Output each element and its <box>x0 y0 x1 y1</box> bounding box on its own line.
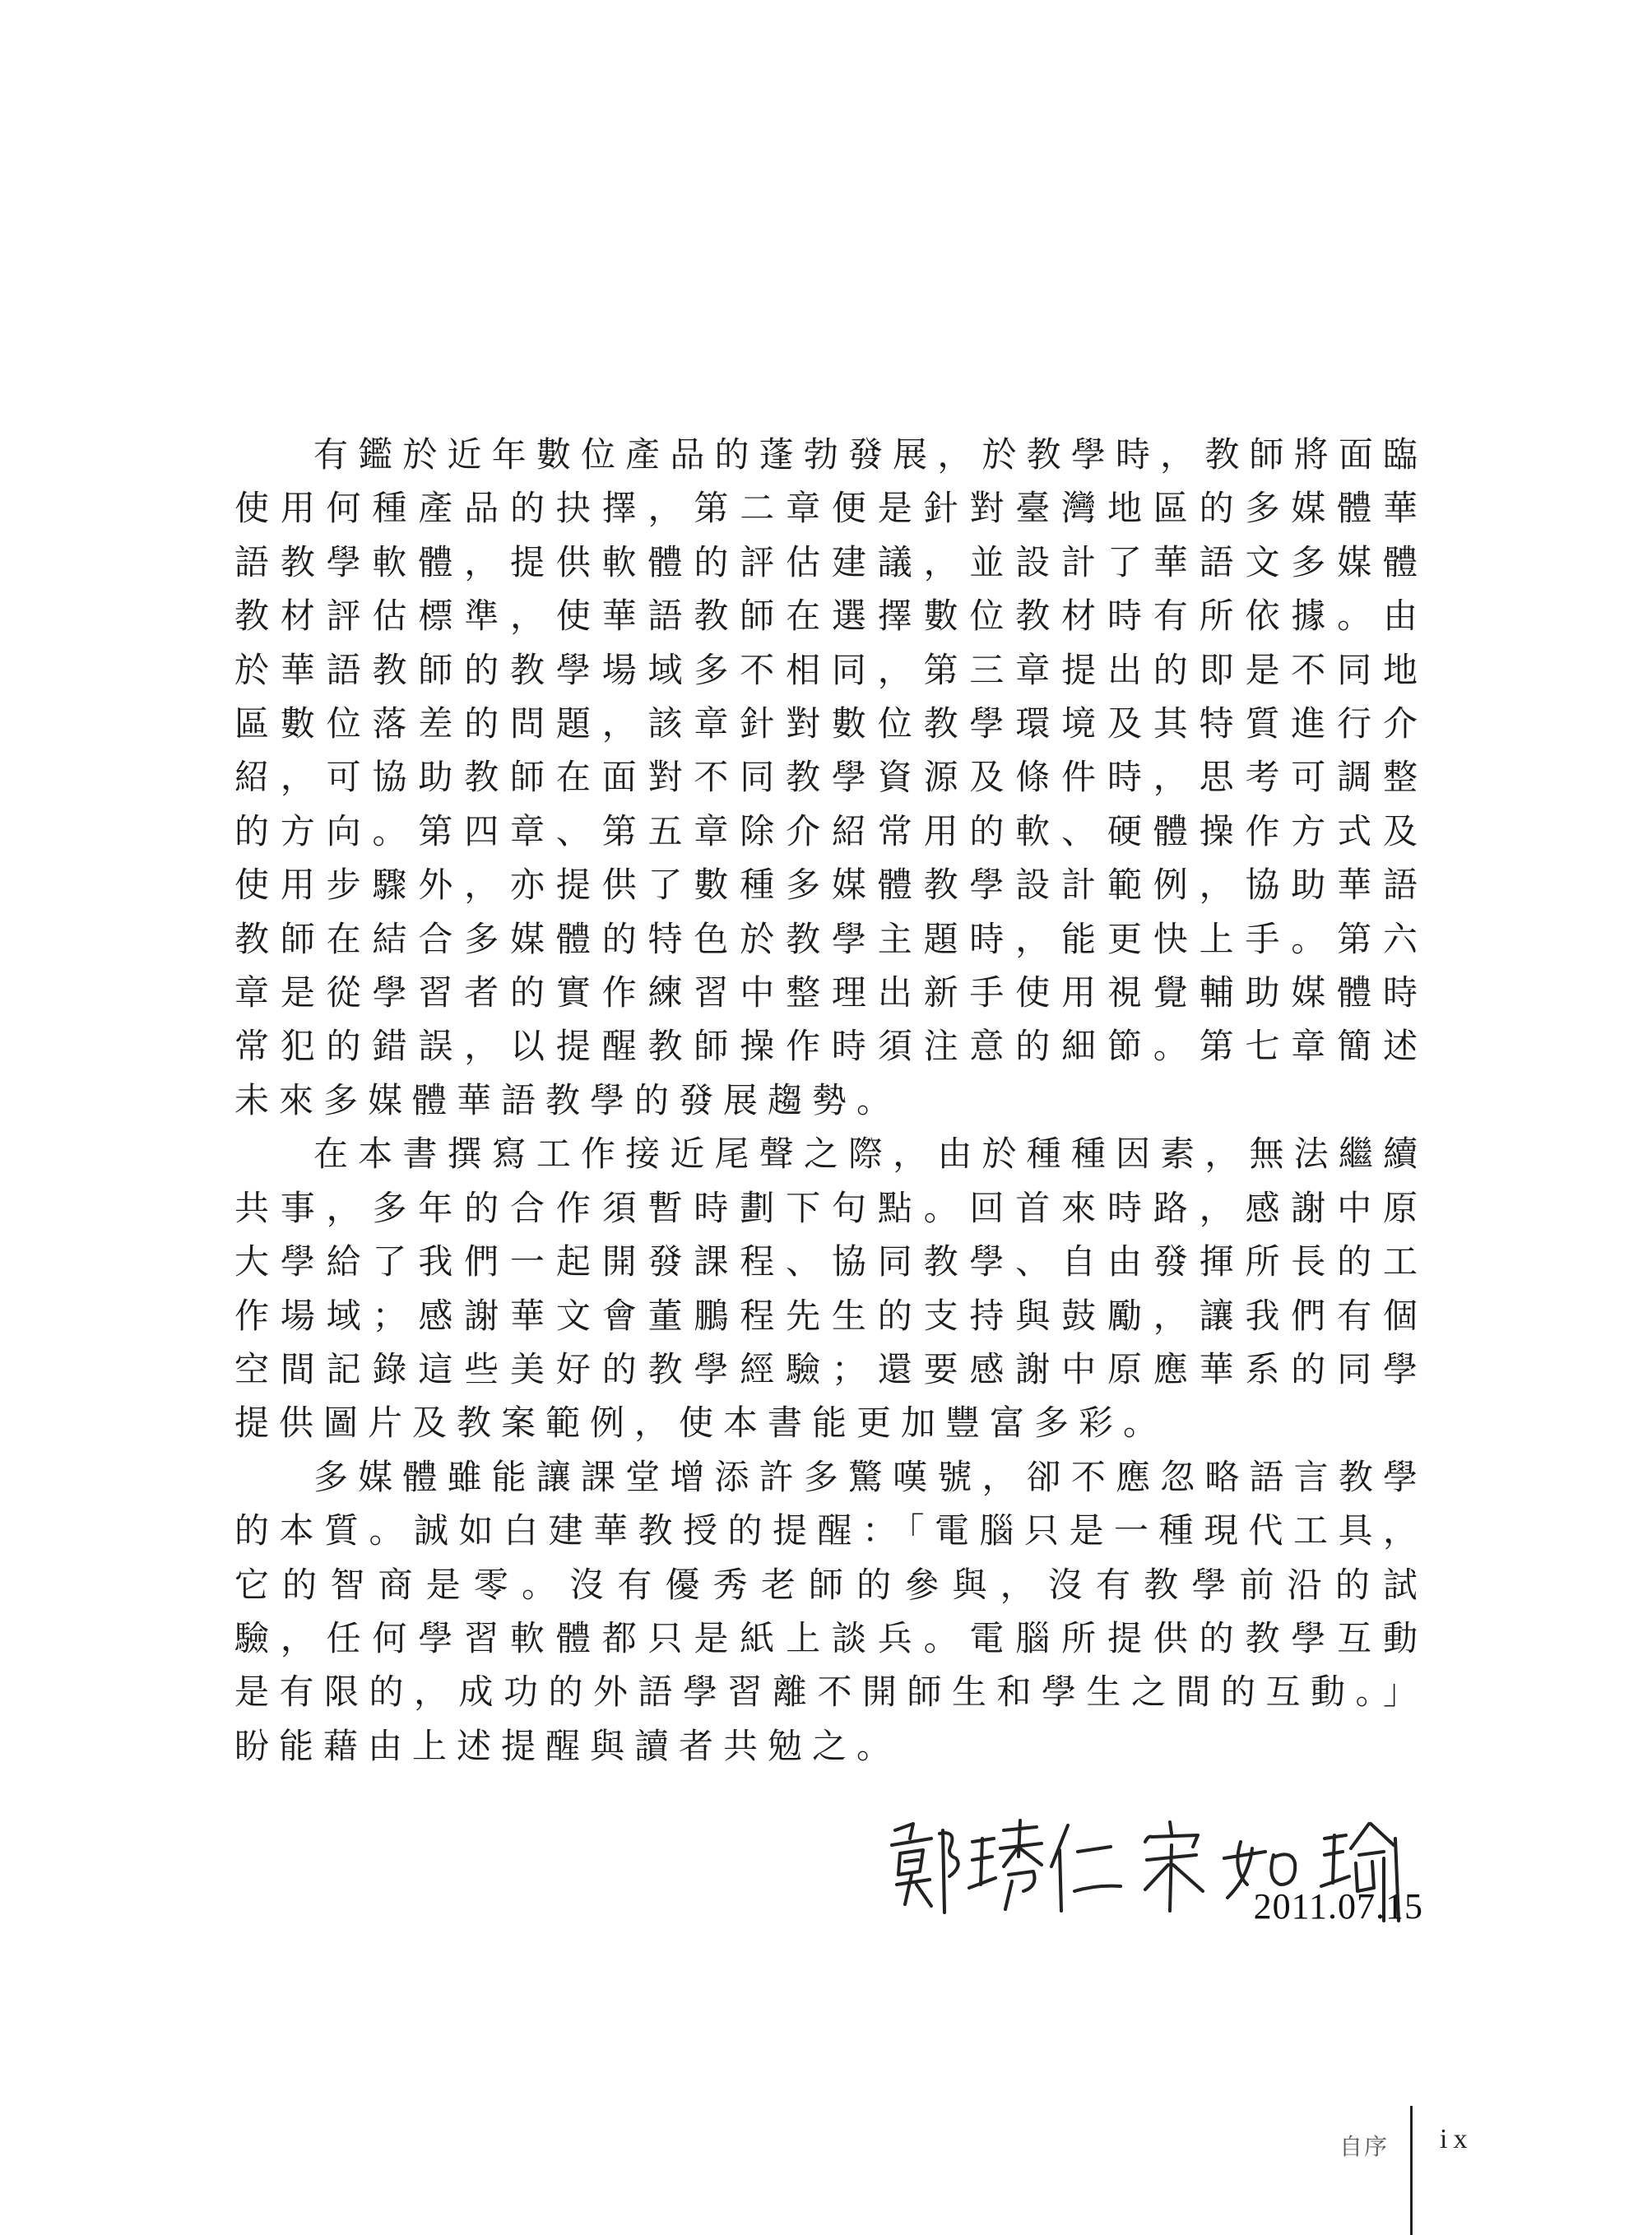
page-number: ix <box>1440 2124 1473 2154</box>
preface-date: 2011.07.15 <box>1253 1886 1423 1927</box>
paragraph-3: 多媒體雖能讓課堂增添許多驚嘆號，卻不應忽略語言教學的本質。誠如白建華教授的提醒：「電腦只是一種現代工具，它的智商是零。沒有優秀老師的參與，沒有教學前沿的試驗，任何學習軟體都只是紙上談兵。電腦所提供的教學互動是有限的，成功的外語學習離不開師生和學生之間的互動。」盼能藉由上述提醒與讀者共勉之。 <box>234 1456 1427 1766</box>
paragraph-1: 有鑑於近年數位產品的蓬勃發展，於教學時，教師將面臨使用何種產品的抉擇，第二章便是針對臺灣地區的多媒體華語教學軟體，提供軟體的評估建議，並設計了華語文多媒體教材評估標準，使華語教師在選擇數位教材時有所依據。由於華語教師的教學場域多不相同，第三章提出的即是不同地區數位落差的問題，該章針對數位教學環境及其特質進行介紹，可協助教師在面對不同教學資源及條件時，思考可調整的方向。第四章、第五章除介紹常用的軟、硬體操作方式及使用步驟外，亦提供了數種多媒體教學設計範例，協助華語教師在結合多媒體的特色於教學主題時，能更快上手。第六章是從學習者的實作練習中整理出新手使用視覺輔助媒體時常犯的錯誤，以提醒教師操作時須注意的細節。第七章簡述未來多媒體華語教學的發展趨勢。 <box>234 434 1427 1120</box>
preface-body <box>234 428 1427 1773</box>
footer-section-title: 自序 <box>1339 2133 1390 2160</box>
paragraph-2: 在本書撰寫工作接近尾聲之際，由於種種因素，無法繼續共事，多年的合作須暫時劃下句點。回首來時路，感謝中原大學給了我們一起開發課程、協同教學、自由發揮所長的工作場域；感謝華文會董鵬程先生的支持與鼓勵，讓我們有個空間記錄這些美好的教學經驗；還要感謝中原應華系的同學提供圖片及教案範例，使本書能更加豐富多彩。 <box>234 1134 1427 1444</box>
footer-divider <box>1410 2106 1413 2235</box>
